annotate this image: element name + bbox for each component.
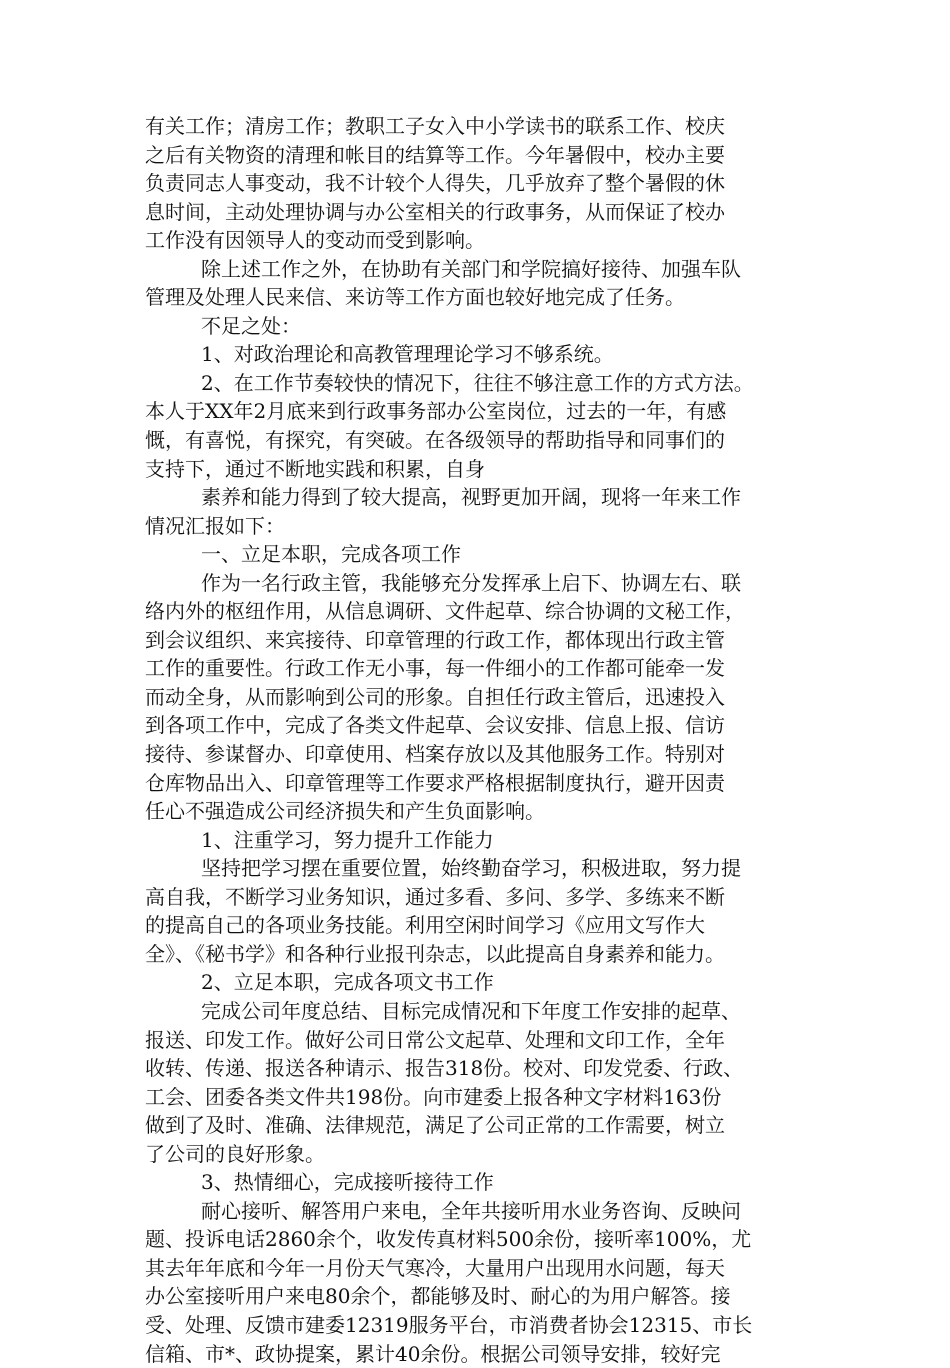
text-line: 慨，有喜悦，有探究，有突破。在各级领导的帮助指导和同事们的 <box>145 428 725 453</box>
text-line: 作为一名行政主管，我能够充分发挥承上启下、协调左右、联 <box>201 570 741 595</box>
text-line: 接待、参谋督办、印章使用、档案存放以及其他服务工作。特别对 <box>145 742 725 767</box>
text-line: 全》、《秘书学》和各种行业报刊杂志，以此提高自身素养和能力。 <box>145 941 725 966</box>
text-line: 之后有关物资的清理和帐目的结算等工作。今年暑假中，校办主要 <box>145 142 725 167</box>
text-line: 3、热情细心，完成接听接待工作 <box>201 1170 494 1195</box>
text-line: 完成公司年度总结、目标完成情况和下年度工作安排的起草、 <box>201 998 741 1023</box>
text-line: 工作的重要性。行政工作无小事，每一件细小的工作都可能牵一发 <box>145 656 725 681</box>
text-line: 有关工作；清房工作；教职工子女入中小学读书的联系工作、校庆 <box>145 114 725 138</box>
text-line: 一、立足本职，完成各项工作 <box>201 542 461 567</box>
text-line: 工作没有因领导人的变动而受到影响。 <box>145 228 485 253</box>
text-line: 息时间，主动处理协调与办公室相关的行政事务，从而保证了校办 <box>145 199 725 224</box>
text-line: 除上述工作之外，在协助有关部门和学院搞好接待、加强车队 <box>201 256 741 281</box>
text-line: 高自我，不断学习业务知识，通过多看、多问、多学、多练来不断 <box>145 884 725 909</box>
text-line: 本人于XX年2月底来到行政事务部办公室岗位，过去的一年，有感 <box>145 399 727 424</box>
text-line: 到各项工作中，完成了各类文件起草、会议安排、信息上报、信访 <box>145 713 725 738</box>
text-line: 1、对政治理论和高教管理理论学习不够系统。 <box>201 342 614 367</box>
text-line: 坚持把学习摆在重要位置，始终勤奋学习，积极进取，努力提 <box>201 856 741 881</box>
text-line: 受、处理、反馈市建委12319服务平台，市消费者协会12315、市长 <box>145 1312 753 1337</box>
text-line: 办公室接听用户来电80余个，都能够及时、耐心的为用户解答。接 <box>145 1284 731 1309</box>
text-line: 情况汇报如下： <box>145 513 285 538</box>
text-line: 素养和能力得到了较大提高，视野更加开阔，现将一年来工作 <box>201 485 741 510</box>
text-line: 工会、团委各类文件共198份。向市建委上报各种文字材料163份 <box>145 1084 722 1109</box>
text-line: 络内外的枢纽作用，从信息调研、文件起草、综合协调的文秘工作， <box>145 599 745 624</box>
text-line: 支持下，通过不断地实践和积累，自身 <box>145 456 485 481</box>
text-line: 耐心接听、解答用户来电，全年共接听用水业务咨询、反映问 <box>201 1198 741 1223</box>
document-body <box>145 112 817 1368</box>
text-line: 管理及处理人民来信、来访等工作方面也较好地完成了任务。 <box>145 285 685 310</box>
text-line: 的提高自己的各项业务技能。利用空闲时间学习《应用文写作大 <box>145 913 705 938</box>
text-line: 做到了及时、准确、法律规范，满足了公司正常的工作需要，树立 <box>145 1113 725 1138</box>
text-line: 到会议组织、来宾接待、印章管理的行政工作，都体现出行政主管 <box>145 627 725 652</box>
text-line: 收转、传递、报送各种请示、报告318份。校对、印发党委、行政、 <box>145 1056 744 1081</box>
text-line: 而动全身，从而影响到公司的形象。自担任行政主管后，迅速投入 <box>145 684 725 709</box>
text-line: 了公司的良好形象。 <box>145 1141 325 1166</box>
text-line: 其去年年底和今年一月份天气寒冷，大量用户出现用水问题，每天 <box>145 1255 725 1280</box>
text-line: 2、立足本职，完成各项文书工作 <box>201 970 494 995</box>
text-line: 任心不强造成公司经济损失和产生负面影响。 <box>145 799 545 824</box>
text-line: 不足之处： <box>201 313 301 338</box>
text-line: 2、在工作节奏较快的情况下，往往不够注意工作的方式方法。 <box>201 370 754 395</box>
text-line: 信箱、市*、政协提案，累计40余份。根据公司领导安排，较好完 <box>145 1341 721 1366</box>
text-line: 负责同志人事变动，我不计较个人得失，几乎放弃了整个暑假的休 <box>145 171 725 196</box>
text-line: 1、注重学习，努力提升工作能力 <box>201 827 494 852</box>
text-line: 报送、印发工作。做好公司日常公文起草、处理和文印工作，全年 <box>145 1027 725 1052</box>
text-line: 仓库物品出入、印章管理等工作要求严格根据制度执行，避开因责 <box>145 770 725 795</box>
text-line: 题、投诉电话2860余个，收发传真材料500余份，接听率100%，尤 <box>145 1227 752 1252</box>
